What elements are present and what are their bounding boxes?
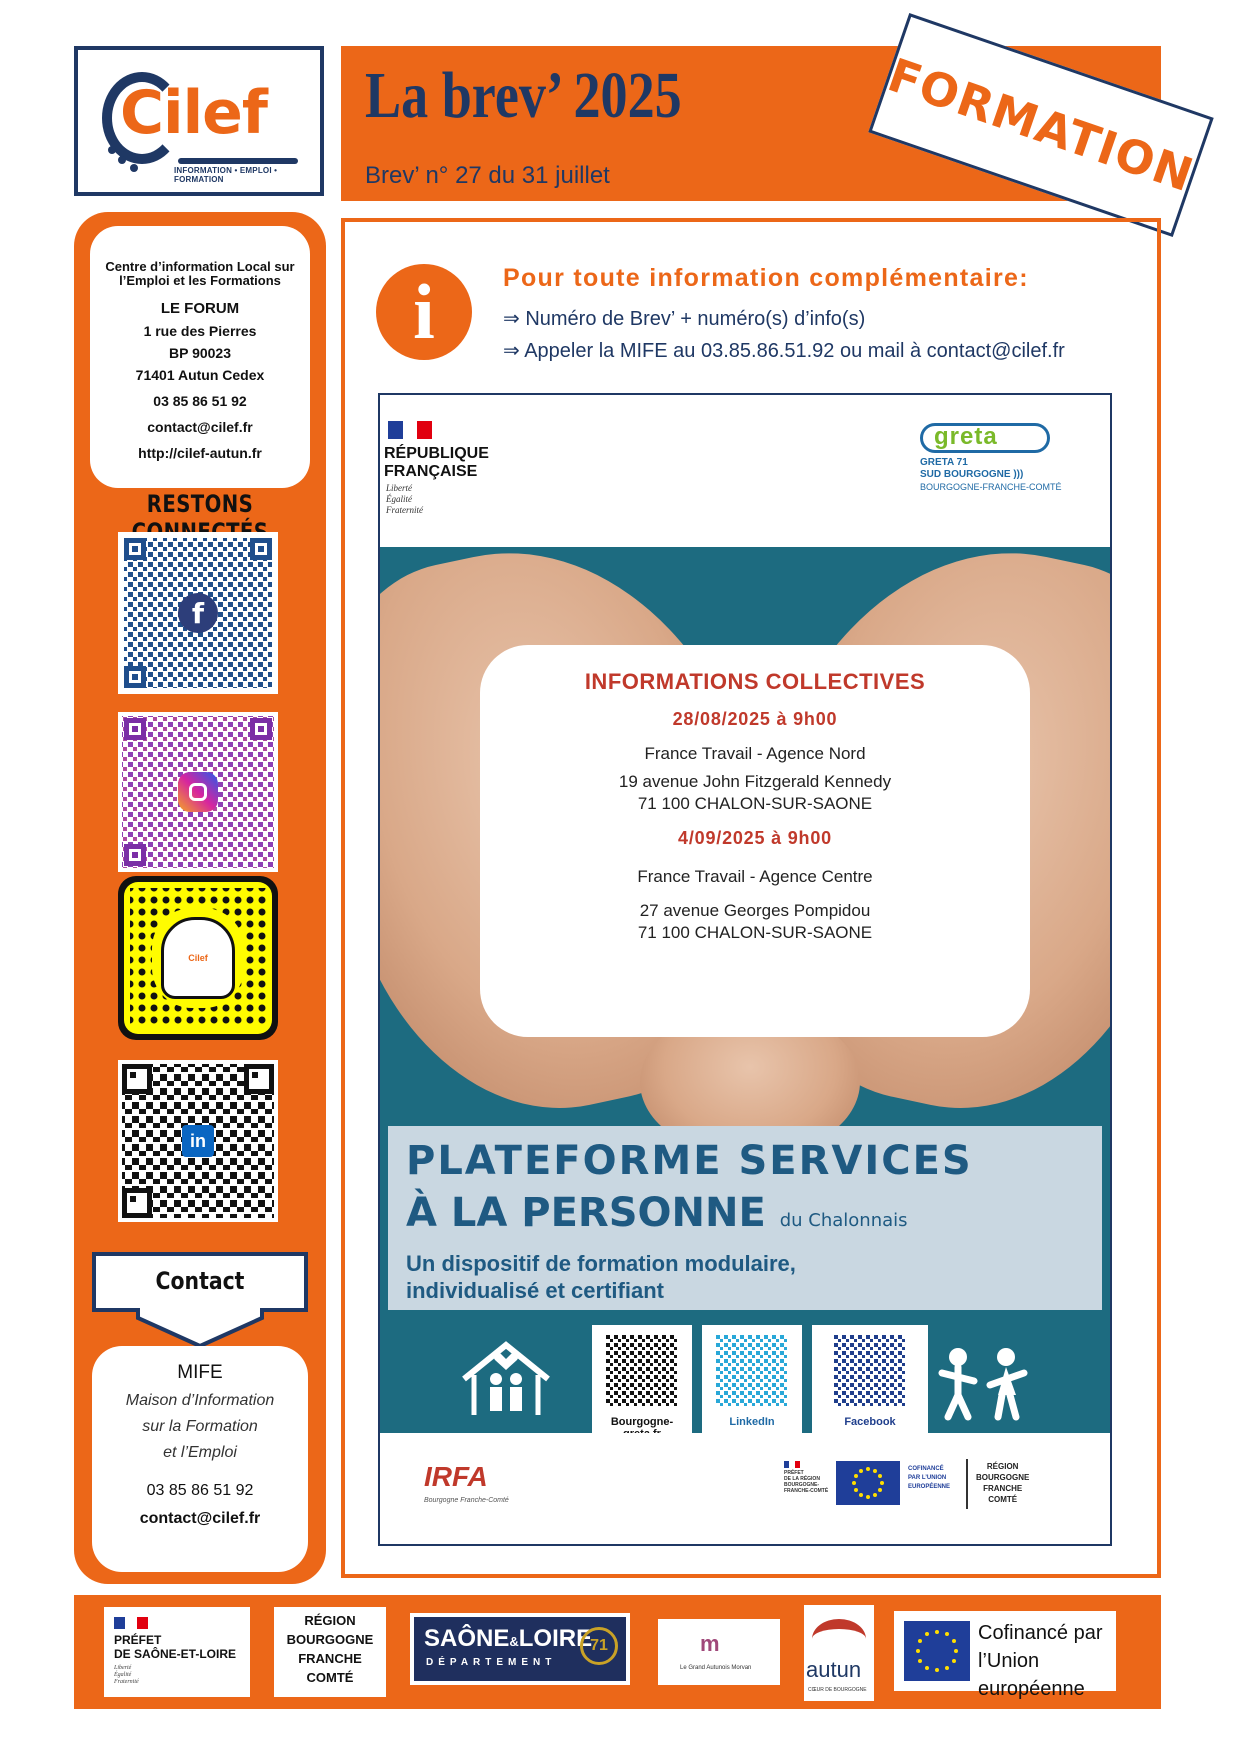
autun-word: autun: [806, 1657, 862, 1682]
qr-finder: [124, 538, 146, 560]
qr-pattern: [606, 1335, 678, 1407]
greta-logo: [920, 423, 1070, 493]
logo-wordmark: Cilef: [120, 78, 267, 148]
eu-star-icon: [945, 1666, 949, 1670]
eu-star-icon: [873, 1469, 877, 1473]
irfa-logo: IRFA: [424, 1461, 488, 1492]
region-line: RÉGION: [304, 1613, 356, 1628]
qr-caption: Facebook: [844, 1416, 896, 1428]
gam-name: Le Grand Autunois Morvan: [680, 1665, 752, 1671]
qr-finder: [124, 844, 146, 866]
eu-star-icon: [935, 1630, 939, 1634]
logo-dot: [108, 146, 116, 154]
instagram-icon: [178, 772, 218, 812]
divider: [966, 1459, 968, 1509]
eu-flag-icon: [836, 1461, 900, 1505]
qr-pattern: [716, 1335, 788, 1407]
address-line: BP 90023: [168, 345, 231, 361]
mife-card: [92, 1346, 308, 1572]
linkedin-poster-qr[interactable]: [702, 1325, 802, 1433]
eu-line: Cofinancé par: [978, 1622, 1103, 1644]
phone: 03 85 86 51 92: [153, 393, 247, 409]
eu-star-icon: [878, 1474, 882, 1478]
mife-title: MIFE: [177, 1362, 223, 1383]
facebook-poster-qr[interactable]: [812, 1325, 928, 1443]
platform-title-main: À LA PERSONNE: [406, 1190, 766, 1236]
eu-line: EUROPÉENNE: [908, 1484, 951, 1490]
departement-sub: DÉPARTEMENT: [426, 1657, 557, 1668]
info-line: ⇒ Numéro de Brev’ + numéro(s) d’info(s): [503, 308, 866, 330]
issue-subtitle: Brev’ n° 27 du 31 juillet: [365, 162, 610, 189]
prefet-line: BOURGOGNE-: [784, 1482, 819, 1488]
stamp-label: FORMATION: [881, 47, 1201, 203]
eu-star-icon: [859, 1469, 863, 1473]
address-card: [90, 226, 310, 488]
rf-motto: [386, 483, 423, 516]
logo-dot: [130, 164, 138, 172]
autun-sub: CŒUR DE BOURGOGNE: [808, 1687, 867, 1693]
page-title: La brev’ 2025: [365, 59, 682, 132]
session-address: 19 avenue John Fitzgerald Kennedy: [618, 772, 892, 791]
eu-star-icon: [918, 1639, 922, 1643]
prefet-region-logo: [784, 1461, 834, 1494]
session-place: France Travail - Agence Centre: [637, 867, 873, 886]
website-link[interactable]: http://cilef-autun.fr: [138, 445, 262, 461]
connect-title: RESTONS: [146, 490, 254, 518]
eu-cofinance-logo: [894, 1611, 1116, 1700]
qr-caption: Bourgogne-: [610, 1416, 674, 1428]
qr-finder: [250, 718, 272, 740]
collectives-title: INFORMATIONS COLLECTIVES: [584, 669, 926, 694]
rf-name-line: RÉPUBLIQUE: [384, 445, 489, 462]
partner-logos-strip: [380, 1433, 1110, 1546]
eu-flag-icon: [904, 1621, 970, 1681]
french-flag-icon: [388, 421, 432, 439]
republique-francaise-logo: [384, 445, 489, 481]
address-line: 1 rue des Pierres: [143, 323, 257, 339]
eu-star-icon: [859, 1493, 863, 1497]
linkedin-qr[interactable]: [118, 1060, 278, 1222]
eu-star-icon: [925, 1666, 929, 1670]
logo-dot: [118, 156, 126, 164]
org-desc-line: Centre d’information Local sur: [105, 259, 295, 274]
region-line: BOURGOGNE: [286, 1632, 374, 1647]
platform-title-band: [388, 1126, 1102, 1310]
eu-cofinance-text: [978, 1619, 1116, 1703]
departement-71-badge: 71: [580, 1627, 618, 1665]
greta-word: greta: [934, 423, 998, 450]
children-icon: [928, 1345, 1038, 1421]
platform-description: [406, 1250, 796, 1304]
eu-star-icon: [916, 1649, 920, 1653]
session-place: France Travail - Agence Nord: [644, 744, 866, 763]
region-line: FRANCHE: [298, 1651, 362, 1666]
qr-pattern: [834, 1335, 906, 1407]
region-bfc-small-logo: [976, 1461, 1029, 1505]
departement-name-amp: &: [509, 1634, 519, 1649]
qr-finder: [122, 1188, 152, 1218]
french-flag-icon: [114, 1617, 148, 1629]
eu-star-icon: [880, 1481, 884, 1485]
qr-finder: [124, 718, 146, 740]
eu-star-icon: [852, 1481, 856, 1485]
mife-phone: 03 85 86 51 92: [146, 1482, 254, 1499]
facebook-qr[interactable]: [118, 532, 278, 694]
eu-line: PAR L’UNION: [908, 1475, 947, 1481]
prefet-line: PRÉFET: [114, 1633, 162, 1647]
eu-star-icon: [945, 1632, 949, 1636]
session-address: 27 avenue Georges Pompidou: [639, 901, 871, 920]
departement-name-part: SAÔNE: [424, 1625, 510, 1652]
eu-star-icon: [866, 1467, 870, 1471]
instagram-qr[interactable]: [118, 712, 278, 872]
info-line: ⇒ Appeler la MIFE au 03.85.86.51.92 ou mail à contact@cilef.fr: [503, 340, 1065, 362]
region-line: COMTÉ: [306, 1670, 354, 1685]
eu-line: l’Union européenne: [978, 1650, 1085, 1700]
sidebar: [74, 212, 326, 1584]
qr-caption: LinkedIn: [729, 1416, 775, 1428]
platform-desc-line: individualisé et certifiant: [406, 1278, 664, 1303]
autun-arch: [812, 1619, 866, 1659]
motto-line: Fraternité: [386, 505, 423, 515]
qr-finder: [250, 538, 272, 560]
eu-star-icon: [925, 1632, 929, 1636]
greta-website-qr[interactable]: [592, 1325, 692, 1441]
address-line: 71401 Autun Cedex: [135, 367, 265, 383]
mife-subtitle-line: sur la Formation: [142, 1418, 258, 1435]
french-flag-icon: [784, 1461, 800, 1468]
forum-name: LE FORUM: [160, 300, 240, 317]
irfa-subtitle: Bourgogne Franche-Comté: [424, 1497, 509, 1504]
departement-name: [424, 1625, 592, 1653]
greta-sub: [920, 457, 1062, 493]
footer-partners: [74, 1595, 1161, 1709]
eu-star-icon: [918, 1659, 922, 1663]
region-line: FRANCHE: [983, 1484, 1023, 1493]
grand-autunois-morvan-logo: [658, 1619, 780, 1685]
org-description: [90, 260, 310, 288]
eu-star-icon: [854, 1474, 858, 1478]
prefet-line: PRÉFET: [784, 1470, 804, 1476]
greta-sub-line: GRETA 71: [920, 457, 968, 468]
region-line: COMTÉ: [988, 1495, 1018, 1504]
platform-title-line: PLATEFORME SERVICES: [406, 1138, 973, 1184]
snapchat-icon: [161, 917, 235, 999]
motto-line: Égalité: [114, 1672, 132, 1678]
info-icon: [376, 264, 472, 360]
info-glyph: i: [413, 268, 435, 355]
prefet-line: DE SAÔNE-ET-LOIRE: [114, 1647, 237, 1661]
eu-star-icon: [878, 1488, 882, 1492]
eu-star-icon: [952, 1639, 956, 1643]
facebook-icon: f: [178, 593, 218, 633]
org-desc-line: l’Emploi et les Formations: [119, 273, 281, 288]
eu-star-icon: [866, 1495, 870, 1499]
cilef-logo: [74, 46, 324, 196]
session-address: 71 100 CHALON-SUR-SAONE: [637, 923, 873, 942]
logo-underline: [178, 158, 298, 164]
gam-monogram: m: [700, 1631, 720, 1656]
session-date: 28/08/2025 à 9h00: [672, 709, 838, 729]
email-link[interactable]: contact@cilef.fr: [147, 419, 253, 435]
contact-label: Contact: [155, 1267, 245, 1295]
autun-logo: [804, 1605, 874, 1701]
qr-finder: [244, 1064, 274, 1094]
camera-glyph: [189, 783, 207, 801]
region-line: RÉGION: [986, 1462, 1019, 1471]
departement-name-part: LOIRE: [518, 1625, 593, 1652]
mife-email-link[interactable]: contact@cilef.fr: [139, 1510, 261, 1527]
qr-finder: [122, 1064, 152, 1094]
greta-sub-line: BOURGOGNE-FRANCHE-COMTÉ: [920, 482, 1062, 492]
eu-star-icon: [873, 1493, 877, 1497]
motto-line: Égalité: [386, 494, 412, 504]
region-bourgogne-franche-comte-logo: [274, 1607, 386, 1697]
mife-subtitle-line: et l’Emploi: [163, 1444, 237, 1461]
session-date: 4/09/2025 à 9h00: [678, 828, 832, 848]
logo-tagline: INFORMATION • EMPLOI • FORMATION: [174, 166, 278, 184]
eu-cofinance-small: [908, 1465, 950, 1492]
prefet-saone-et-loire-logo: [104, 1607, 250, 1697]
info-collectives-card: [480, 645, 1030, 1037]
formation-poster: [378, 393, 1112, 1546]
qr-finder: [124, 666, 146, 688]
platform-title-line: [406, 1190, 908, 1236]
snapchat-code[interactable]: [118, 876, 278, 1040]
eu-star-icon: [954, 1649, 958, 1653]
greta-sub-line: SUD BOURGOGNE ))): [920, 469, 1024, 480]
eu-star-icon: [935, 1668, 939, 1672]
prefet-line: FRANCHE-COMTÉ: [784, 1488, 829, 1494]
region-line: BOURGOGNE: [976, 1473, 1030, 1482]
motto-line: Fraternité: [114, 1679, 139, 1685]
saone-et-loire-departement-logo: [410, 1613, 630, 1685]
eu-line: COFINANCÉ: [908, 1466, 944, 1472]
platform-title-small: du Chalonnais: [779, 1210, 908, 1231]
platform-desc-line: Un dispositif de formation modulaire,: [406, 1251, 796, 1276]
session-address: 71 100 CHALON-SUR-SAONE: [637, 794, 873, 813]
motto-line: Liberté: [386, 483, 412, 493]
info-heading: Pour toute information complémentaire:: [503, 264, 1029, 292]
cilef-mini-logo: Cilef: [188, 953, 208, 963]
rf-name-line: FRANÇAISE: [384, 463, 478, 480]
prefet-line: DE LA RÉGION: [784, 1476, 820, 1482]
eu-star-icon: [854, 1488, 858, 1492]
eu-star-icon: [952, 1659, 956, 1663]
mife-subtitle-line: Maison d’Information: [125, 1392, 275, 1409]
motto-line: Liberté: [114, 1665, 132, 1671]
linkedin-icon: in: [182, 1125, 214, 1157]
home-care-icon: [458, 1339, 554, 1419]
